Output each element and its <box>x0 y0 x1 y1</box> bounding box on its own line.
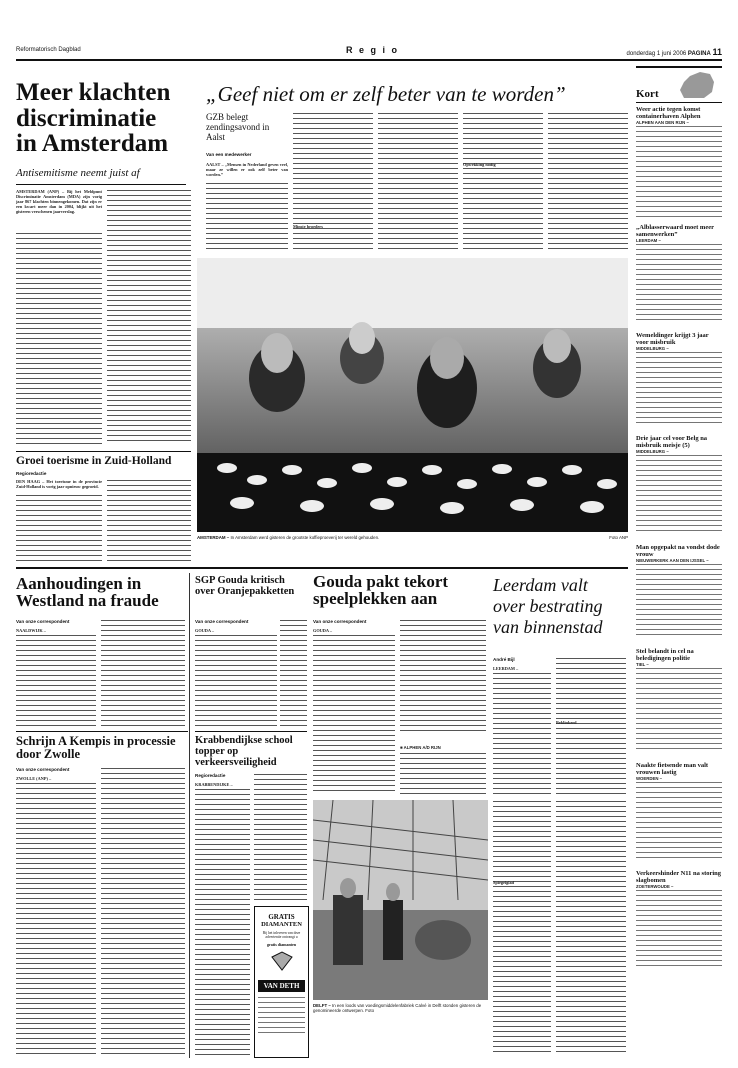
brief-item <box>636 648 722 762</box>
brief-item <box>636 762 722 870</box>
article-headline: Gouda pakt tekort speelplekken aan <box>313 572 449 609</box>
brief-headline: Drie jaar cel voor Belg na misbruik meisje (5) <box>636 435 708 449</box>
coffee-tasting-photo <box>197 258 628 532</box>
article-body-column <box>313 634 395 794</box>
dateline-text: ALPHEN A/D RIJN <box>403 745 441 750</box>
article-lead: GOUDA – <box>195 628 214 633</box>
caption-text: In een loods van voedingsmiddelenfabriek Calvé in Delft stonden gisteren de genomineerde ontwerpen. <box>313 1003 482 1013</box>
page-header <box>16 44 722 58</box>
brief-dateline: WOERDEN – <box>636 776 663 781</box>
divider <box>16 731 188 732</box>
brief-headline: Weer actie tegen komst containerhaven Alphen <box>636 106 701 120</box>
netherlands-map-icon <box>676 70 718 100</box>
brief-dateline: MIDDELBURG – <box>636 449 669 454</box>
subheading: Spiegelglad <box>493 880 515 885</box>
article-kicker: GZB belegt zendingsavond in Aalst <box>206 112 270 142</box>
photo-credit: Foto ANP <box>609 535 628 540</box>
article-headline: Leerdam valt over bestrating van binnenstad <box>493 575 603 637</box>
brief-item <box>636 870 722 980</box>
photo-caption <box>313 1003 488 1013</box>
article-body-column <box>101 767 185 1056</box>
article-body-column <box>206 182 288 250</box>
byline: Regioredactie <box>195 773 226 778</box>
brief-body <box>636 889 722 967</box>
article-body-column <box>16 494 102 562</box>
article-body-column <box>195 788 250 1056</box>
ad-line: gratis diamanten <box>267 942 296 947</box>
article-lead: GOUDA – <box>313 628 332 633</box>
photo-credit: Foto <box>365 1008 375 1013</box>
article-body-column <box>400 619 486 732</box>
brief-headline: „Alblasserwaard moet meer samenwerken” <box>636 224 714 238</box>
article-lead: DEN HAAG – Het toerisme in de provincie Zuid-Holland is vorig jaar opnieuw gegroeid. <box>16 479 102 489</box>
article-lead: AALST – „Mensen in Nederland geven veel, maar ze willen er ook zelf beter van worden.” <box>206 162 288 177</box>
page-date: donderdag 1 juni 2006 <box>626 51 687 57</box>
article-body-column <box>556 800 626 1056</box>
photo-image <box>197 258 628 532</box>
brief-body <box>636 667 722 753</box>
article-body-column <box>400 752 486 794</box>
byline: Van onze correspondent <box>16 619 70 624</box>
byline: Van onze correspondent <box>16 767 70 772</box>
header-rule <box>16 59 722 61</box>
photo-image <box>313 800 488 1000</box>
byline: Regioredactie <box>16 471 47 476</box>
article-body-column <box>195 634 277 728</box>
photo-caption <box>197 535 628 540</box>
brief-dateline: NIEUWERKERK AAN DEN IJSSEL – <box>636 558 709 563</box>
ad-brand: VAN DETH <box>258 980 305 992</box>
divider <box>16 567 628 569</box>
ad-details <box>258 996 305 1036</box>
divider <box>16 184 186 185</box>
brief-item <box>636 332 722 435</box>
newspaper-name: Reformatorisch Dagblad <box>16 47 81 53</box>
article-body-column <box>16 782 96 1056</box>
section-name: R e g i o <box>346 45 400 55</box>
byline: Van onze correspondent <box>195 619 249 624</box>
article-lead: ZWOLLE (ANP) – <box>16 776 52 781</box>
article-body-column <box>16 634 96 728</box>
column-label: Kort <box>636 88 659 100</box>
brief-body <box>636 243 722 323</box>
byline: André Bijl <box>493 657 515 662</box>
brief-dateline: TIEL – <box>636 662 649 667</box>
news-brief-column <box>636 66 722 1066</box>
article-body-column <box>280 619 307 728</box>
design-exhibition-photo <box>313 800 488 1000</box>
brief-body <box>636 563 722 639</box>
article-headline: „Geef niet om er zelf beter van te worden” <box>206 82 566 106</box>
article-lead: NAALDWIJK – <box>16 628 46 633</box>
article-headline: Schrijn A Kempis in processie door Zwolle <box>16 734 176 761</box>
caption-dateline: AMSTERDAM – <box>197 535 230 540</box>
brief-body <box>636 454 722 534</box>
brief-item <box>636 435 722 544</box>
page-number: 11 <box>712 47 722 57</box>
brief-body <box>636 125 722 217</box>
article-body-column <box>101 619 185 728</box>
byline: Van onze correspondent <box>313 619 367 624</box>
article-headline: SGP Gouda kritisch over Oranjepakketten <box>195 575 295 597</box>
caption-text: In Amsterdam werd gisteren de grootste koffieproeverij ter wereld gehouden. <box>230 535 380 540</box>
ad-line: GRATIS <box>268 913 295 921</box>
article-subheadline: Antisemitisme neemt juist af <box>16 167 140 179</box>
subheading: Minste broeders <box>293 224 323 229</box>
brief-body <box>636 351 722 426</box>
article-headline: Aanhoudingen in Westland na fraude <box>16 574 159 611</box>
brief-dateline: ZOETERWOUDE – <box>636 884 674 889</box>
article-body-column <box>107 479 191 562</box>
brief-headline: Wemeldinger krijgt 3 jaar voor misbruik <box>636 332 709 346</box>
brief-headline: Verkeershinder N11 na storing slagbomen <box>636 870 722 884</box>
diamond-icon <box>267 951 297 971</box>
article-body-column <box>378 112 458 250</box>
brief-headline: Naakte fietsende man valt vrouwen lastig <box>636 762 709 776</box>
byline: Van een medewerker <box>206 152 252 157</box>
page-label: PAGINA <box>687 51 711 57</box>
brief-item <box>636 106 722 224</box>
article-lead: KRABBENDIJKE – <box>195 782 233 787</box>
brief-body <box>636 781 722 861</box>
article-body-column <box>463 112 543 250</box>
brief-item <box>636 224 722 332</box>
article-body-column <box>556 657 626 794</box>
subheading: Opwekking nodig <box>463 162 496 167</box>
ad-line: DIAMANTEN <box>261 921 302 928</box>
subheading: Beklinkerd <box>556 720 577 725</box>
article-body-column <box>493 800 551 1056</box>
article-lead: LEERDAM – <box>493 666 519 671</box>
article-body-column <box>16 232 102 445</box>
brief-dateline: LEERDAM – <box>636 238 661 243</box>
ad-line: Bij het inleveren van deze advertentie ontvangt u <box>262 931 301 939</box>
brief-item <box>636 544 722 648</box>
brief-headline: Man opgepakt na vondst dode vrouw <box>636 544 720 558</box>
dateline: ■ ALPHEN A/D RIJN <box>400 745 441 750</box>
brief-dateline: MIDDELBURG – <box>636 346 669 351</box>
brief-headline: Stel belandt in cel na beledigingen politie <box>636 648 694 662</box>
article-body-column <box>107 189 191 445</box>
article-body-column <box>293 112 373 250</box>
article-headline: Meer klachten discriminatie in Amsterdam <box>16 79 171 157</box>
article-lead: AMSTERDAM (ANP) – Bij het Meldpunt Discriminatie Amsterdam (MDA) zijn vorig jaar 867 klachten binnengekomen. Dat zijn er een kwart meer dan in 2004, blijkt uit het gisteren verschenen jaarverslag. <box>16 189 102 214</box>
jeweler-advertisement[interactable] <box>254 906 309 1058</box>
article-headline: Groei toerisme in Zuid-Holland <box>16 455 172 467</box>
brief-dateline: ALPHEN AAN DEN RIJN – <box>636 120 689 125</box>
article-body-column <box>548 112 628 250</box>
divider <box>195 731 307 732</box>
article-headline: Krabbendijkse school topper op verkeersveiligheid <box>195 735 293 768</box>
article-body-column <box>254 773 307 903</box>
divider <box>16 451 191 452</box>
column-rule <box>189 573 190 1058</box>
article-body-column <box>493 672 551 794</box>
caption-dateline: DELFT – <box>313 1003 331 1008</box>
